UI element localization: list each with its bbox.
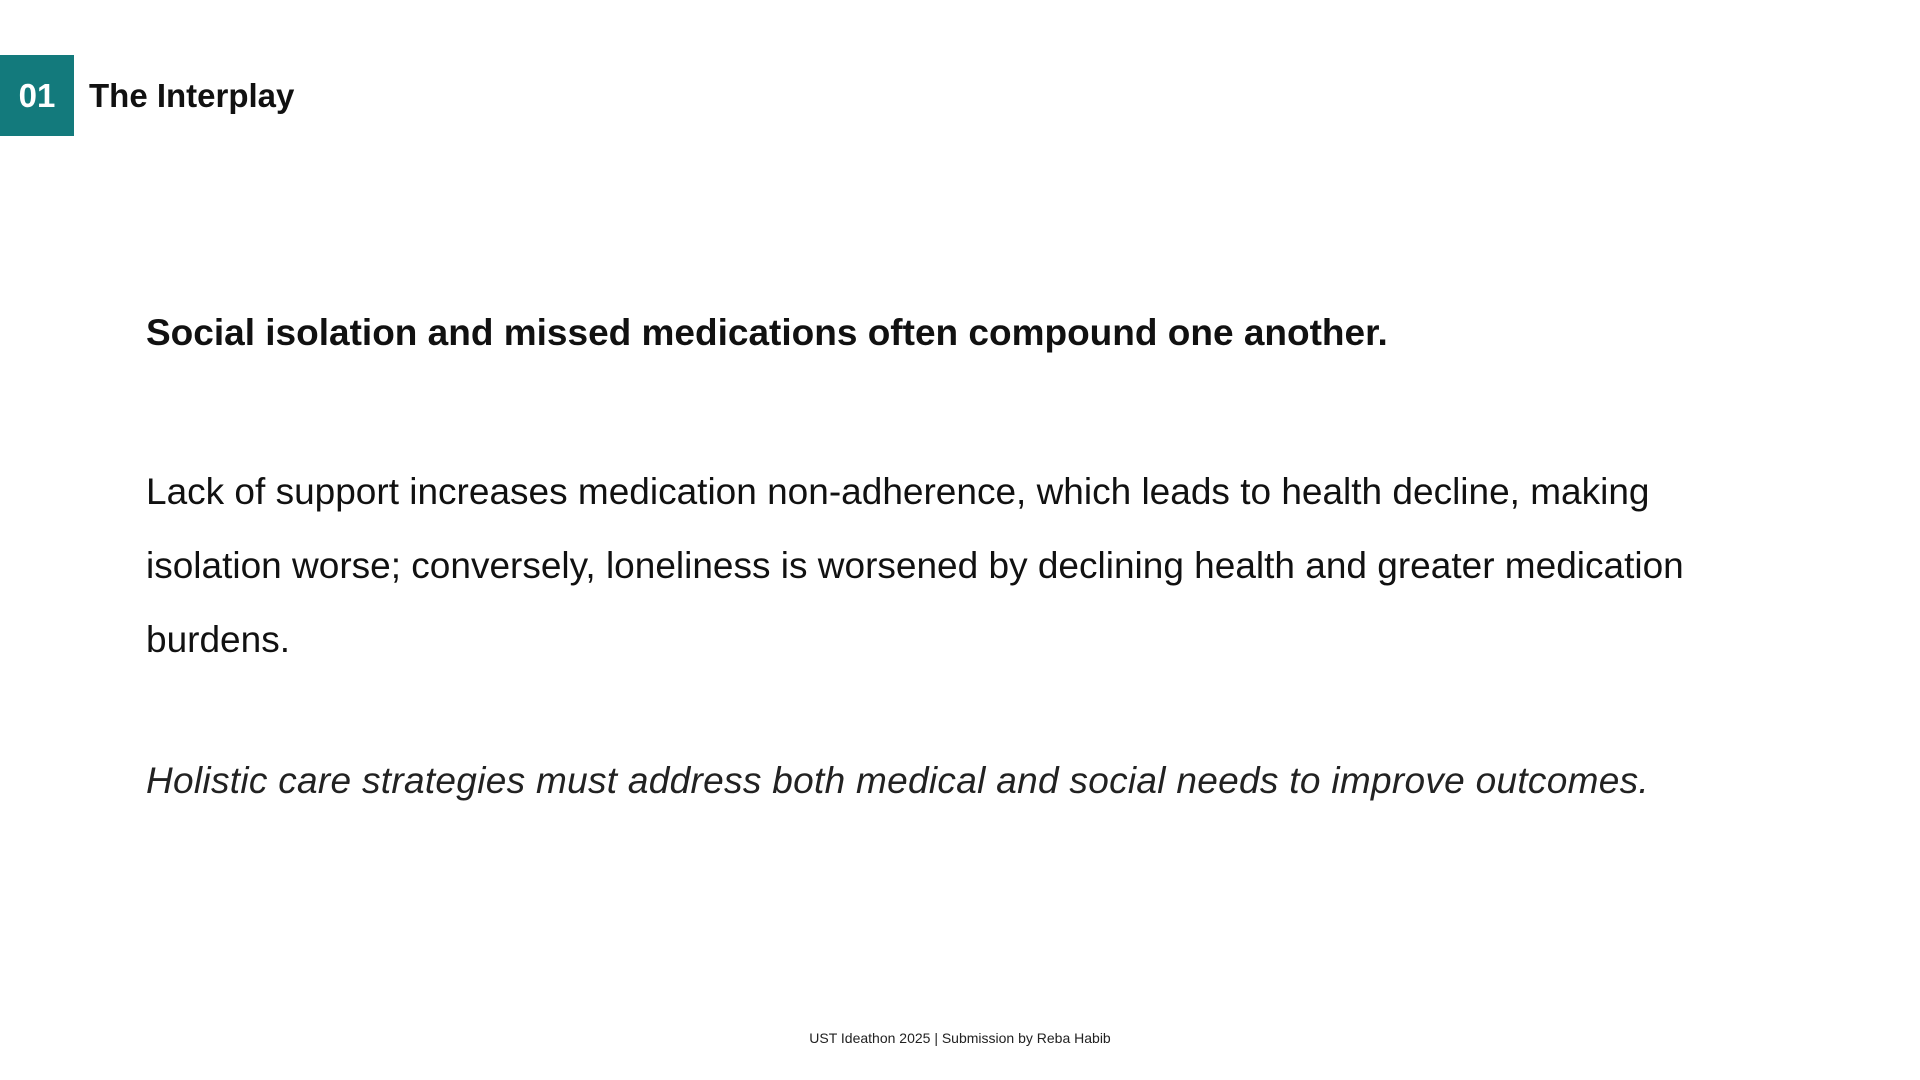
section-title: The Interplay (89, 76, 295, 114)
section-header (0, 55, 294, 136)
footer-credit: UST Ideathon 2025 | Submission by Reba Habib (809, 1030, 1111, 1046)
lead-statement: Social isolation and missed medications often compound one another. (146, 312, 1388, 353)
closing-statement: Holistic care strategies must address both medical and social needs to improve outcomes. (146, 760, 1649, 801)
section-number-badge: 01 (0, 55, 74, 136)
slide-content (146, 306, 1786, 801)
body-paragraph: Lack of support increases medication non-adherence, which leads to health decline, making isolation worse; conversely, loneliness is worsened by declining health and greater medication burdens. (146, 471, 1684, 660)
